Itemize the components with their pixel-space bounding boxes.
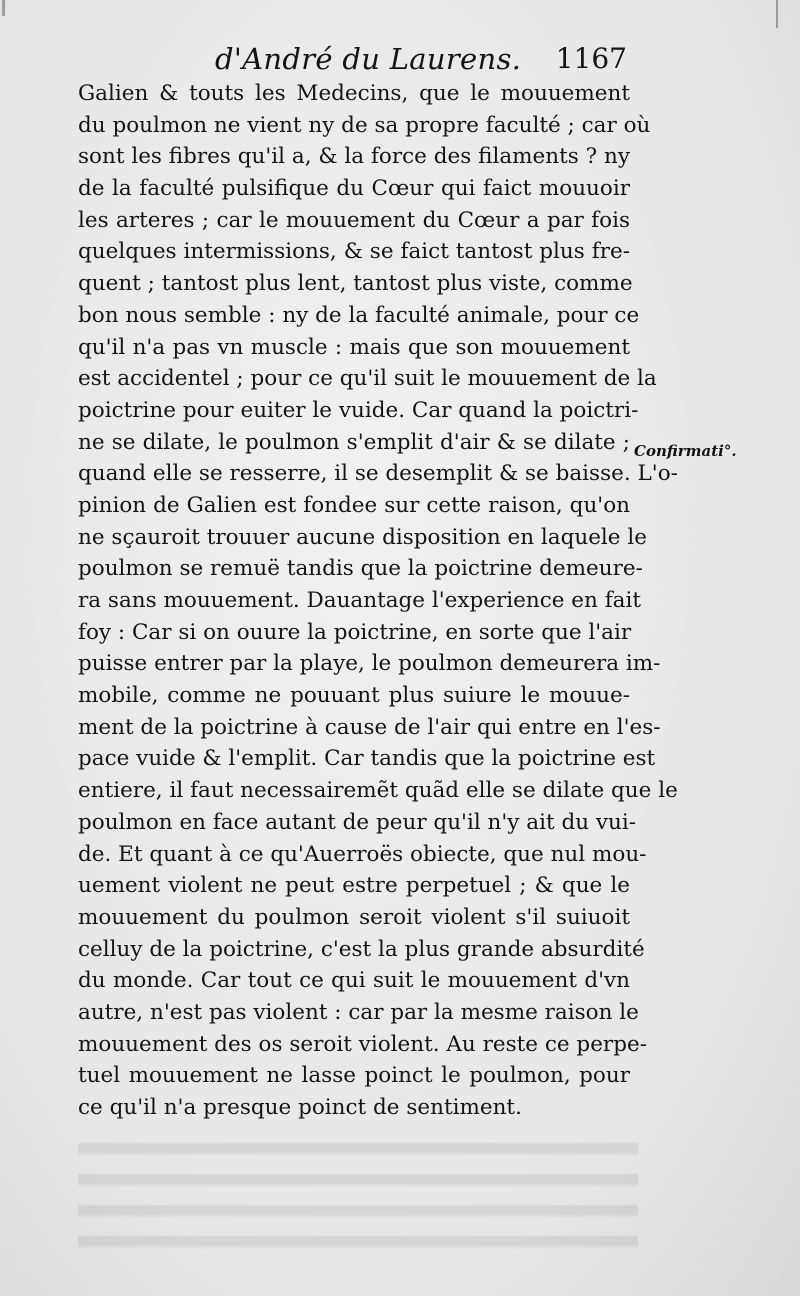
text-line: poulmon en face autant de peur qu'il n'y ait du vui- [78,809,637,835]
text-line: quand elle se resserre, il se desemplit & se baisse. L'o- [78,461,678,487]
text-line: ment de la poictrine à cause de l'air qui entre en l'es- [78,714,661,740]
text-line: tuel mouuement ne lasse poinct le poulmon, pour [78,1063,630,1089]
text-line: quent ; tantost plus lent, tantost plus viste, comme [78,271,633,297]
text-line: ra sans mouuement. Dauantage l'experience en fait [78,588,641,613]
text-line: foy : Car si on ouure la poictrine, en sorte que l'air [78,619,632,645]
text-line: ne sçauroit trouuer aucune disposition en laquele le [78,524,647,550]
body-text [78,78,678,1124]
text-line: pace vuide & l'emplit. Car tandis que la poictrine est [78,746,656,772]
running-head: d'André du Laurens. [215,42,522,76]
bleed-through-texture [78,1128,638,1258]
page-header [215,42,635,82]
text-line: est accidentel ; pour ce qu'il suit le mouuement de la [78,366,657,392]
margin-note: Confirmati°. [634,442,737,460]
text-line: du monde. Car tout ce qui suit le mouuement d'vn [78,968,630,994]
text-line: Galien & touts les Medecins, que le mouuement [78,81,630,106]
text-line: sont les fibres qu'il a, & la force des filaments ? ny [78,144,630,170]
text-line: mouuement du poulmon seroit violent s'il suiuoit [78,904,630,930]
text-line: poictrine pour euiter le vuide. Car quand la poictri- [78,397,639,423]
left-edge-mark [2,0,5,16]
text-line: ne se dilate, le poulmon s'emplit d'air & se dilate ; [78,429,630,455]
text-line: poulmon se remuë tandis que la poictrine demeure- [78,556,643,582]
text-line: du poulmon ne vient ny de sa propre faculté ; car où [78,112,651,138]
text-line: autre, n'est pas violent : car par la mesme raison le [78,999,639,1025]
text-line: bon nous semble : ny de la faculté animale, pour ce [78,302,640,328]
text-line: qu'il n'a pas vn muscle : mais que son mouuement [78,334,630,360]
text-line: les arteres ; car le mouuement du Cœur a par fois [78,207,630,233]
text-line: puisse entrer par la playe, le poulmon demeurera im- [78,651,661,677]
text-line: uement violent ne peut estre perpetuel ; & que le [78,873,630,899]
text-line: pinion de Galien est fondee sur cette raison, qu'on [78,492,630,518]
text-line: mouuement des os seroit violent. Au reste ce perpe- [78,1031,647,1057]
text-line: ce qu'il n'a presque poinct de sentiment. [78,1095,522,1120]
text-line: quelques intermissions, & se faict tantost plus fre- [78,239,630,265]
text-line: de. Et quant à ce qu'Auerroës obiecte, que nul mou- [78,841,647,867]
page-number: 1167 [555,42,627,75]
text-line: entiere, il faut necessairemẽt quãd elle se dilate que le [78,778,678,804]
text-line: de la faculté pulsifique du Cœur qui faict mouuoir [78,176,630,202]
text-line: mobile, comme ne pouuant plus suiure le mouue- [78,683,630,709]
text-line: celluy de la poictrine, c'est la plus grande absurdité [78,936,645,962]
right-edge-mark [776,0,778,28]
